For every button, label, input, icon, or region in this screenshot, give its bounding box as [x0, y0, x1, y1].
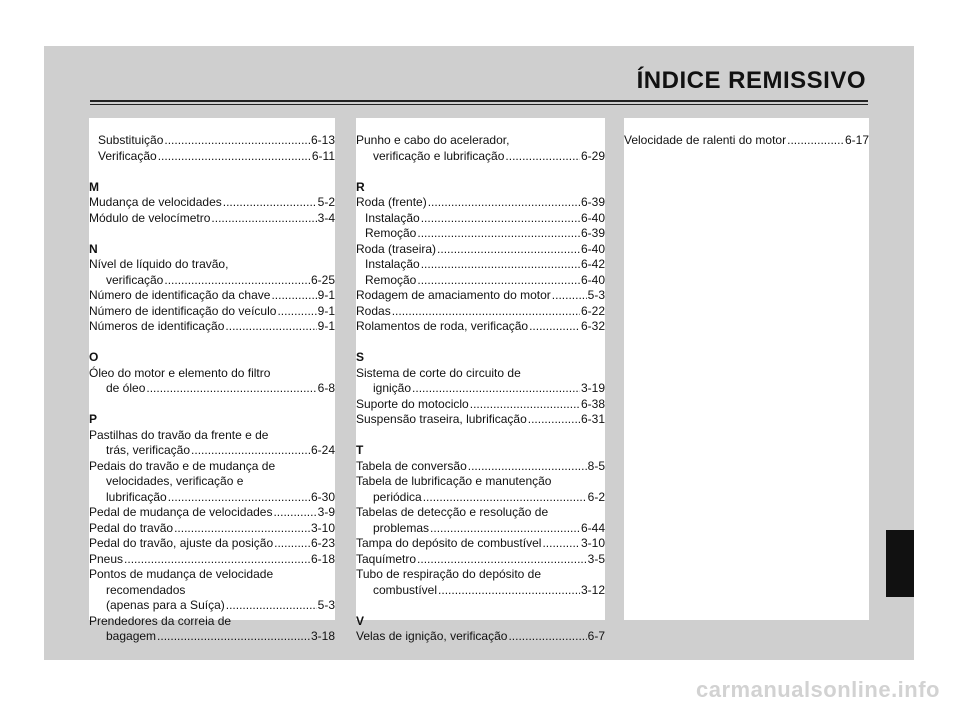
index-entry-page: 6-18 [310, 551, 335, 566]
index-entry-label: Pedal de mudança de velocidades [89, 505, 273, 519]
index-entry [356, 459, 605, 475]
index-entry [89, 381, 335, 397]
index-entry-label: Módulo de velocímetro [89, 210, 211, 225]
index-entry-label: Pedal do travão, ajuste da posição [89, 536, 274, 550]
index-entry [356, 273, 605, 289]
index-column-3 [624, 118, 869, 620]
index-entry-text: Tubo de respiração do depósito de [356, 567, 542, 581]
index-letter-heading: M [89, 179, 99, 194]
index-entry [356, 304, 605, 320]
index-entry-label: de óleo [106, 381, 146, 395]
index-letter-heading: P [89, 412, 98, 426]
dot-leader [277, 304, 316, 320]
index-entry-page: 6-11 [311, 148, 335, 163]
index-entry [356, 195, 605, 211]
section-tab-marker [886, 530, 914, 597]
index-entry [89, 195, 335, 211]
index-entry-label: Número de identificação da chave [89, 288, 271, 302]
index-entry-page: 6-40 [580, 272, 605, 287]
dot-leader [787, 133, 844, 149]
index-entry-label: Rodagem de amaciamento do motor [356, 288, 551, 302]
dot-leader [225, 319, 316, 335]
index-entry-page: 6-25 [310, 272, 335, 287]
index-entry-label: lubrificação [106, 489, 167, 504]
index-entry-label: Instalação [365, 210, 420, 225]
index-entry [356, 226, 605, 242]
index-entry-page: 6-23 [310, 536, 335, 550]
index-entry-label: (apenas para a Suíça) [106, 598, 225, 612]
index-entry-label: Rolamentos de roda, verificação [356, 319, 529, 333]
dot-leader [508, 629, 586, 645]
index-entry [356, 490, 605, 506]
dot-leader [158, 149, 311, 165]
dot-leader [274, 536, 310, 552]
index-entry-page: 9-1 [317, 319, 335, 333]
dot-leader [168, 490, 310, 506]
index-entry-page: 6-24 [310, 443, 335, 457]
index-entry [624, 133, 869, 149]
index-entry-label: Remoção [365, 272, 417, 287]
index-entry [89, 443, 335, 459]
index-entry-page: 5-3 [587, 288, 605, 302]
index-entry-label: Pneus [89, 551, 124, 566]
index-entry-label: Mudança de velocidades [89, 195, 222, 209]
index-entry-text: Óleo do motor e elemento do filtro [89, 365, 271, 380]
index-entry-page: 6-39 [580, 226, 605, 240]
index-entry-label: Número de identificação do veículo [89, 303, 277, 318]
index-entry [89, 211, 335, 227]
index-entry-page: 6-30 [310, 489, 335, 504]
title-rule [90, 100, 868, 105]
index-letter-heading: T [356, 443, 364, 457]
index-entry [89, 490, 335, 506]
page-sheet [44, 46, 914, 660]
dot-leader [164, 133, 310, 149]
index-entry [89, 288, 335, 304]
index-entry-page: 6-7 [587, 629, 605, 643]
index-entry [356, 242, 605, 258]
index-entries [356, 133, 605, 645]
dot-leader [529, 319, 580, 335]
index-entry-text: velocidades, verificação e [106, 474, 244, 488]
page-title: ÍNDICE REMISSIVO [636, 67, 866, 94]
index-entry-page: 6-44 [580, 520, 605, 535]
index-entry-label: Roda (traseira) [356, 241, 437, 256]
index-entry-page: 3-4 [317, 210, 335, 225]
index-column-2 [356, 118, 605, 643]
index-letter-heading: V [356, 613, 365, 628]
index-entry-label: Tampa do depósito de combustível [356, 536, 542, 550]
index-entry-page: 6-22 [580, 303, 605, 318]
index-letter-heading: O [89, 350, 99, 364]
index-entry [356, 521, 605, 537]
index-entry-page: 8-5 [587, 458, 605, 473]
dot-leader [417, 552, 587, 568]
index-entry-page: 9-1 [317, 303, 335, 318]
index-entry [89, 273, 335, 289]
index-entry-page: 3-19 [580, 381, 605, 395]
index-entry-page: 3-10 [580, 536, 605, 550]
index-entry-text: Tabelas de detecção e resolução de [356, 505, 549, 519]
dot-leader [428, 195, 580, 211]
index-entry-label: Pedal do travão [89, 520, 174, 535]
index-entry-text: Pontos de mudança de velocidade [89, 567, 274, 581]
index-entry [356, 319, 605, 335]
index-letter-heading: N [89, 241, 98, 256]
index-entries [89, 133, 335, 645]
index-entry-label: Tabela de conversão [356, 458, 467, 473]
index-entry [89, 319, 335, 335]
index-entry-text: Prendedores da correia de [89, 613, 232, 628]
index-entry [356, 629, 605, 645]
index-entry-label: Roda (frente) [356, 195, 427, 209]
index-entry-label: combustível [373, 582, 438, 597]
index-entry [89, 304, 335, 320]
index-entry-label: Suporte do motociclo [356, 396, 469, 411]
index-entry-label: Taquímetro [356, 551, 417, 566]
dot-leader [528, 412, 580, 428]
dot-leader [468, 459, 587, 475]
dot-leader [438, 583, 580, 599]
index-entry [89, 552, 335, 568]
index-entry-label: periódica [373, 489, 422, 504]
index-entry-page: 6-39 [580, 195, 605, 209]
dot-leader [542, 536, 580, 552]
dot-leader [417, 273, 580, 289]
index-entry [356, 288, 605, 304]
index-entry-text: Pedais do travão e de mudança de [89, 458, 276, 473]
dot-leader [412, 381, 580, 397]
dot-leader [552, 288, 587, 304]
index-entry-page: 3-18 [310, 629, 335, 643]
index-entry-label: Instalação [365, 257, 420, 271]
dot-leader [392, 304, 580, 320]
index-entry-page: 6-31 [580, 412, 605, 426]
index-entry-page: 6-42 [580, 257, 605, 271]
dot-leader [273, 505, 316, 521]
index-entry [89, 521, 335, 537]
index-entry-page: 5-3 [317, 598, 335, 612]
index-entry-label: Números de identificação [89, 319, 225, 333]
index-entry-text: Pastilhas do travão da frente e de [89, 427, 269, 442]
dot-leader [191, 443, 310, 459]
dot-leader [146, 381, 316, 397]
index-entry-page: 3-5 [587, 551, 605, 566]
dot-leader [124, 552, 310, 568]
dot-leader [226, 598, 317, 614]
index-entry-page: 3-9 [317, 505, 335, 519]
dot-leader [437, 242, 580, 258]
index-entry-page: 6-29 [580, 148, 605, 163]
watermark: carmanualsonline.info [696, 677, 940, 702]
index-entry-label: trás, verificação [106, 443, 191, 457]
index-entry [89, 133, 335, 149]
index-entry-label: verificação e lubrificação [373, 148, 505, 163]
dot-leader [164, 273, 310, 289]
index-entry-page: 9-1 [317, 288, 335, 302]
index-entry-page: 6-17 [844, 133, 869, 147]
dot-leader [505, 149, 580, 165]
index-entry-page: 3-10 [310, 520, 335, 535]
dot-leader [421, 257, 580, 273]
index-entry-text: recomendados [106, 582, 186, 597]
index-entry-label: Suspensão traseira, lubrificação [356, 412, 527, 426]
index-entry [356, 412, 605, 428]
index-entry [356, 397, 605, 413]
dot-leader [271, 288, 316, 304]
index-entry [89, 505, 335, 521]
index-entry-page: 6-38 [580, 396, 605, 411]
index-entry-page: 5-2 [317, 195, 335, 209]
index-letter-heading: S [356, 350, 365, 364]
index-entry-label: Remoção [365, 226, 417, 240]
dot-leader [211, 211, 316, 227]
index-column-1 [89, 118, 335, 643]
index-entry [356, 552, 605, 568]
index-entry-label: bagagem [106, 629, 157, 643]
index-entry [356, 381, 605, 397]
index-entry [356, 257, 605, 273]
index-entry-page: 6-40 [580, 210, 605, 225]
index-entry-text: Nível de líquido do travão, [89, 257, 229, 271]
index-entry [356, 149, 605, 165]
index-entry-label: Velas de ignição, verificação [356, 629, 508, 643]
index-entry-page: 6-40 [580, 241, 605, 256]
index-entry [356, 211, 605, 227]
index-entry-label: Verificação [98, 148, 157, 163]
index-entry [356, 536, 605, 552]
dot-leader [421, 211, 580, 227]
index-entry-label: Velocidade de ralenti do motor [624, 133, 787, 147]
index-entries [624, 133, 869, 149]
index-entry-page: 6-2 [587, 489, 605, 504]
index-entry-label: Rodas [356, 303, 391, 318]
index-letter-heading: R [356, 179, 365, 194]
index-entry-text: Sistema de corte do circuito de [356, 365, 521, 380]
index-entry-label: problemas [373, 520, 430, 535]
dot-leader [423, 490, 587, 506]
index-entry [89, 149, 335, 165]
dot-leader [174, 521, 310, 537]
index-entry-page: 3-12 [580, 582, 605, 597]
index-entry-text: Tabela de lubrificação e manutenção [356, 474, 552, 488]
index-entry-page: 6-13 [310, 133, 335, 147]
index-entry [356, 583, 605, 599]
dot-leader [157, 629, 310, 645]
index-entry-page: 6-8 [317, 381, 335, 395]
index-entry-label: Substituição [98, 133, 164, 147]
index-entry [89, 598, 335, 614]
index-entry-text: Punho e cabo do acelerador, [356, 133, 510, 147]
index-entry [89, 536, 335, 552]
index-entry [89, 629, 335, 645]
dot-leader [223, 195, 317, 211]
dot-leader [470, 397, 580, 413]
index-entry-label: verificação [106, 272, 164, 287]
dot-leader [417, 226, 580, 242]
dot-leader [430, 521, 580, 537]
index-entry-label: ignição [373, 381, 412, 395]
index-entry-page: 6-32 [580, 319, 605, 333]
